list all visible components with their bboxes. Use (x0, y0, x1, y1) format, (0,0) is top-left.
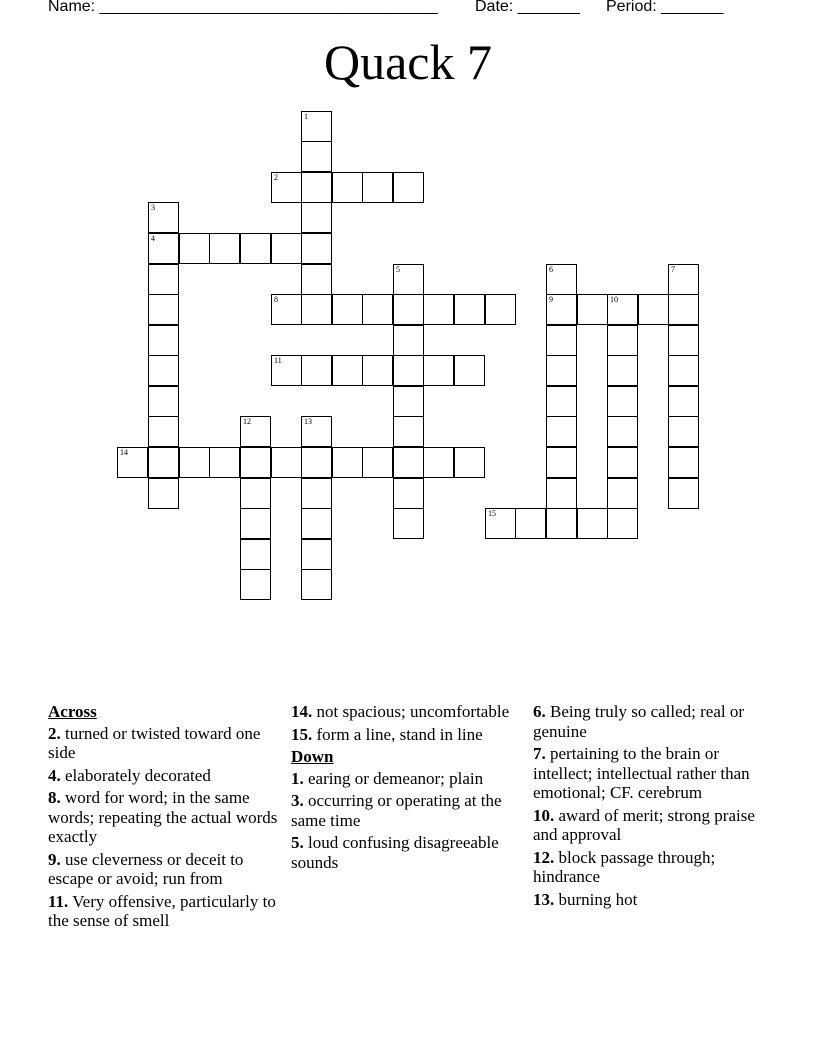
clue-across-14: 14. not spacious; uncomfortable (291, 702, 510, 721)
grid-cell[interactable] (301, 264, 332, 295)
clue-number: 6 (549, 265, 553, 274)
clue-across-2: 2. turned or twisted toward one side (48, 723, 261, 762)
grid-cell[interactable] (546, 416, 577, 447)
grid-cell[interactable] (240, 447, 271, 478)
grid-cell[interactable] (577, 508, 608, 539)
clue-down-5: 5. loud confusing disagreeable sounds (291, 833, 499, 872)
clue-down-3: 3. occurring or operating at the same time (291, 791, 502, 830)
grid-cell[interactable] (301, 478, 332, 509)
grid-cell[interactable] (271, 172, 302, 203)
grid-cell[interactable] (240, 508, 271, 539)
clue-across-15: 15. form a line, stand in line (291, 724, 483, 744)
grid-cell[interactable] (668, 447, 699, 478)
grid-cell[interactable] (546, 264, 577, 295)
grid-cell[interactable] (332, 294, 363, 325)
grid-cell[interactable] (117, 447, 148, 478)
grid-cell[interactable] (301, 539, 332, 570)
grid-cell[interactable] (148, 478, 179, 509)
name-field[interactable]: Name: ______________________________________ (48, 0, 438, 15)
clue-number: 1 (304, 112, 308, 121)
page-title: Quack 7 (324, 34, 492, 90)
grid-cell[interactable] (668, 416, 699, 447)
clues-column-3 (533, 702, 768, 912)
grid-cell[interactable] (240, 569, 271, 600)
grid-cell[interactable] (148, 233, 179, 264)
clue-across-4: 4. elaborately decorated (48, 765, 211, 785)
grid-cell[interactable] (668, 386, 699, 417)
grid-cell[interactable] (454, 294, 485, 325)
grid-cell[interactable] (515, 508, 546, 539)
grid-cell[interactable] (332, 172, 363, 203)
clue-number: 4 (151, 234, 155, 243)
grid-cell[interactable] (148, 386, 179, 417)
grid-cell[interactable] (607, 386, 638, 417)
grid-cell[interactable] (148, 355, 179, 386)
grid-cell[interactable] (240, 416, 271, 447)
grid-cell[interactable] (546, 447, 577, 478)
grid-cell[interactable] (301, 111, 332, 142)
clue-down-1: 1. earing or demeanor; plain (291, 768, 484, 788)
grid-cell[interactable] (668, 478, 699, 509)
clue-down-13: 13. burning hot (533, 889, 638, 909)
clue-across-11: 11. Very offensive, particularly to the sense of smell (48, 891, 276, 930)
grid-cell[interactable] (393, 447, 424, 478)
clue-across-8: 8. word for word; in the same words; repeating the actual words exactly (48, 788, 278, 846)
grid-cell[interactable] (607, 447, 638, 478)
grid-cell[interactable] (301, 233, 332, 264)
header (48, 0, 768, 18)
grid-cell[interactable] (148, 202, 179, 233)
grid-cell[interactable] (393, 508, 424, 539)
clue-number: 10 (610, 295, 618, 304)
grid-cell[interactable] (148, 447, 179, 478)
grid-cell[interactable] (607, 416, 638, 447)
grid-cell[interactable] (393, 264, 424, 295)
grid-cell[interactable] (148, 325, 179, 356)
grid-cell[interactable] (332, 447, 363, 478)
clue-number: 2 (274, 173, 278, 182)
grid-cell[interactable] (301, 294, 332, 325)
clue-number: 5 (396, 265, 400, 274)
grid-cell[interactable] (179, 233, 210, 264)
clue-down-7: 7. pertaining to the brain or intellect; intellectual rather than emotional; CF. cerebrum (533, 744, 750, 802)
grid-cell[interactable] (393, 294, 424, 325)
grid-cell[interactable] (577, 294, 608, 325)
grid-cell[interactable] (209, 233, 240, 264)
clue-number: 14 (120, 448, 128, 457)
grid-cell[interactable] (301, 172, 332, 203)
grid-cell[interactable] (423, 355, 454, 386)
grid-cell[interactable] (332, 355, 363, 386)
grid-cell[interactable] (362, 172, 393, 203)
grid-cell[interactable] (607, 325, 638, 356)
clue-down-12: 12. block passage through; hindrance (533, 847, 716, 886)
grid-cell[interactable] (546, 325, 577, 356)
grid-cell[interactable] (301, 202, 332, 233)
grid-cell[interactable] (607, 508, 638, 539)
grid-cell[interactable] (393, 325, 424, 356)
grid-cell[interactable] (179, 447, 210, 478)
grid-cell[interactable] (271, 447, 302, 478)
grid-cell[interactable] (423, 447, 454, 478)
clue-number: 7 (671, 265, 675, 274)
grid-cell[interactable] (393, 386, 424, 417)
grid-cell[interactable] (668, 355, 699, 386)
grid-cell[interactable] (209, 447, 240, 478)
grid-cell[interactable] (546, 355, 577, 386)
grid-cell[interactable] (423, 294, 454, 325)
clue-number: 12 (243, 417, 251, 426)
grid-cell[interactable] (271, 233, 302, 264)
grid-cell[interactable] (607, 478, 638, 509)
clue-number: 9 (549, 295, 553, 304)
grid-cell[interactable] (485, 508, 516, 539)
grid-cell[interactable] (546, 508, 577, 539)
grid-cell[interactable] (362, 447, 393, 478)
grid-cell[interactable] (271, 355, 302, 386)
grid-cell[interactable] (301, 447, 332, 478)
grid-cell[interactable] (638, 294, 669, 325)
period-field[interactable]: Period: _______ (606, 0, 724, 15)
grid-cell[interactable] (546, 294, 577, 325)
clue-down-10: 10. award of merit; strong praise and approval (533, 805, 755, 844)
grid-cell[interactable] (148, 294, 179, 325)
grid-cell[interactable] (393, 416, 424, 447)
grid-cell[interactable] (301, 141, 332, 172)
down-heading: Down (291, 747, 334, 766)
grid-cell[interactable] (240, 233, 271, 264)
clue-down-6: 6. Being truly so called; real or genuine (533, 702, 745, 741)
grid-cell[interactable] (393, 172, 424, 203)
grid-cell[interactable] (607, 294, 638, 325)
clue-number: 11 (274, 356, 282, 365)
grid-cell[interactable] (668, 294, 699, 325)
across-heading: Across (48, 702, 97, 721)
grid-cell[interactable] (454, 447, 485, 478)
grid-cell[interactable] (485, 294, 516, 325)
clue-across-9: 9. use cleverness or deceit to escape or avoid; run from (48, 849, 244, 888)
grid-cell[interactable] (668, 264, 699, 295)
grid-cell[interactable] (546, 386, 577, 417)
clues-column-1 (48, 702, 283, 934)
grid-cell[interactable] (301, 355, 332, 386)
grid-cell[interactable] (271, 294, 302, 325)
clue-number: 15 (488, 509, 496, 518)
clue-number: 13 (304, 417, 312, 426)
grid-cell[interactable] (668, 325, 699, 356)
grid-cell[interactable] (240, 539, 271, 570)
grid-cell[interactable] (301, 508, 332, 539)
grid-cell[interactable] (148, 416, 179, 447)
clue-number: 3 (151, 203, 155, 212)
clues-column-2 (291, 702, 526, 875)
grid-cell[interactable] (607, 355, 638, 386)
grid-cell[interactable] (454, 355, 485, 386)
grid-cell[interactable] (362, 355, 393, 386)
grid-cell[interactable] (301, 416, 332, 447)
grid-cell[interactable] (240, 478, 271, 509)
grid-cell[interactable] (393, 355, 424, 386)
grid-cell[interactable] (362, 294, 393, 325)
clue-number: 8 (274, 295, 278, 304)
grid-cell[interactable] (148, 264, 179, 295)
grid-cell[interactable] (393, 478, 424, 509)
grid-cell[interactable] (546, 478, 577, 509)
date-field[interactable]: Date: _______ (475, 0, 580, 15)
grid-cell[interactable] (301, 569, 332, 600)
